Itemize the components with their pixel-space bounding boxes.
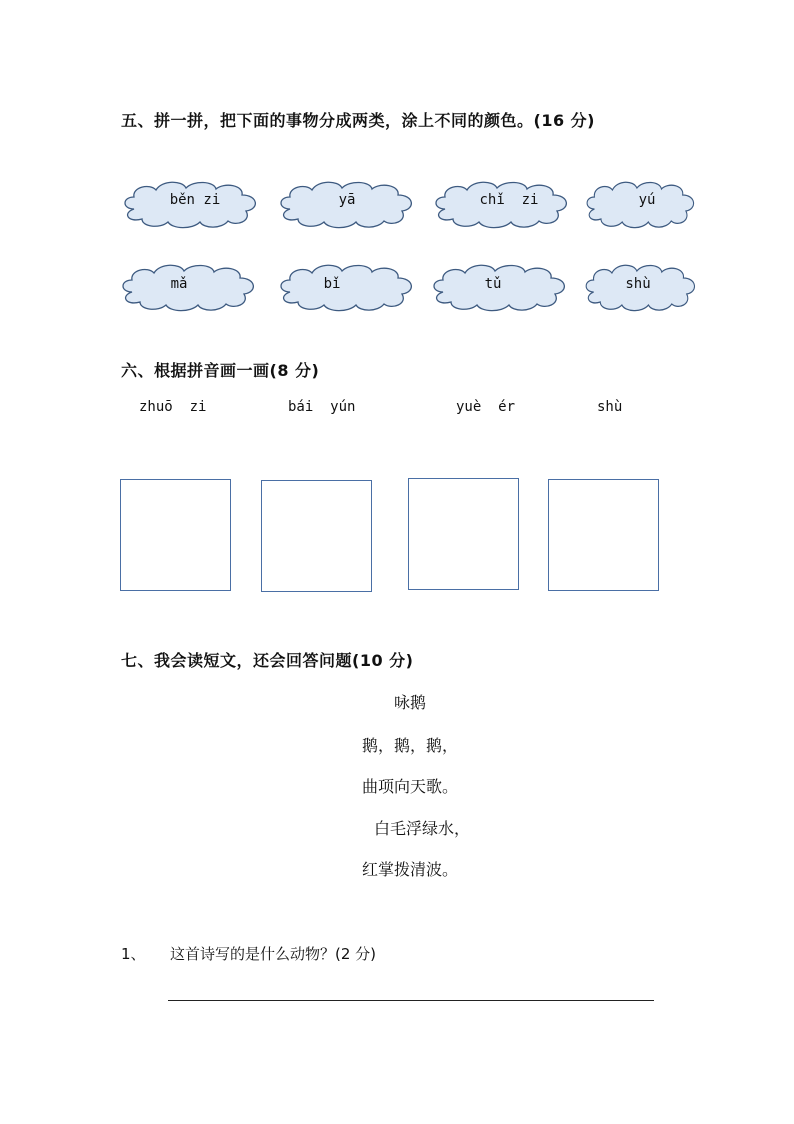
cloud-word-7[interactable] (429, 262, 571, 314)
pinyin-word-1: zhuō zi (139, 399, 207, 415)
poem-title: 咏鹅 (393, 693, 426, 712)
cloud-label: chǐ zi (479, 192, 539, 208)
question-text: 这首诗写的是什么动物？(2 分) (170, 945, 377, 963)
cloud-label: mǎ (170, 276, 188, 292)
section-7-heading: 七、我会读短文，还会回答问题(10 分) (121, 651, 414, 670)
cloud-label: běn zi (169, 192, 221, 208)
cloud-word-1[interactable] (120, 179, 262, 231)
cloud-label: bǐ (323, 276, 341, 292)
section-6-heading: 六、根据拼音画一画(8 分) (121, 361, 320, 380)
cloud-label: yú (638, 192, 656, 208)
cloud-label: yā (338, 192, 356, 208)
cloud-word-5[interactable] (118, 262, 260, 314)
cloud-word-2[interactable] (276, 179, 418, 231)
poem-line-3: 白毛浮绿水， (373, 819, 470, 838)
drawing-box-2[interactable] (261, 480, 372, 592)
drawing-box-4[interactable] (548, 479, 659, 591)
poem-line-2: 曲项向天歌。 (361, 777, 458, 796)
cloud-word-3[interactable] (431, 179, 573, 231)
pinyin-word-2: bái yún (288, 399, 356, 415)
poem-line-1: 鹅，鹅，鹅， (361, 736, 458, 755)
cloud-word-4[interactable] (583, 179, 699, 231)
drawing-box-3[interactable] (408, 478, 519, 590)
cloud-word-6[interactable] (276, 262, 418, 314)
answer-line[interactable] (168, 1000, 654, 1001)
poem-line-4: 红掌拨清波。 (361, 860, 458, 879)
drawing-box-1[interactable] (120, 479, 231, 591)
cloud-word-8[interactable] (582, 262, 700, 314)
section-5-heading: 五、拼一拼，把下面的事物分成两类，涂上不同的颜色。(16 分) (121, 111, 595, 130)
cloud-label: tǔ (484, 276, 502, 292)
pinyin-word-3: yuè ér (456, 399, 516, 415)
pinyin-word-4: shù (597, 399, 623, 415)
cloud-label: shù (625, 276, 651, 292)
question-number: 1、 (121, 945, 146, 963)
